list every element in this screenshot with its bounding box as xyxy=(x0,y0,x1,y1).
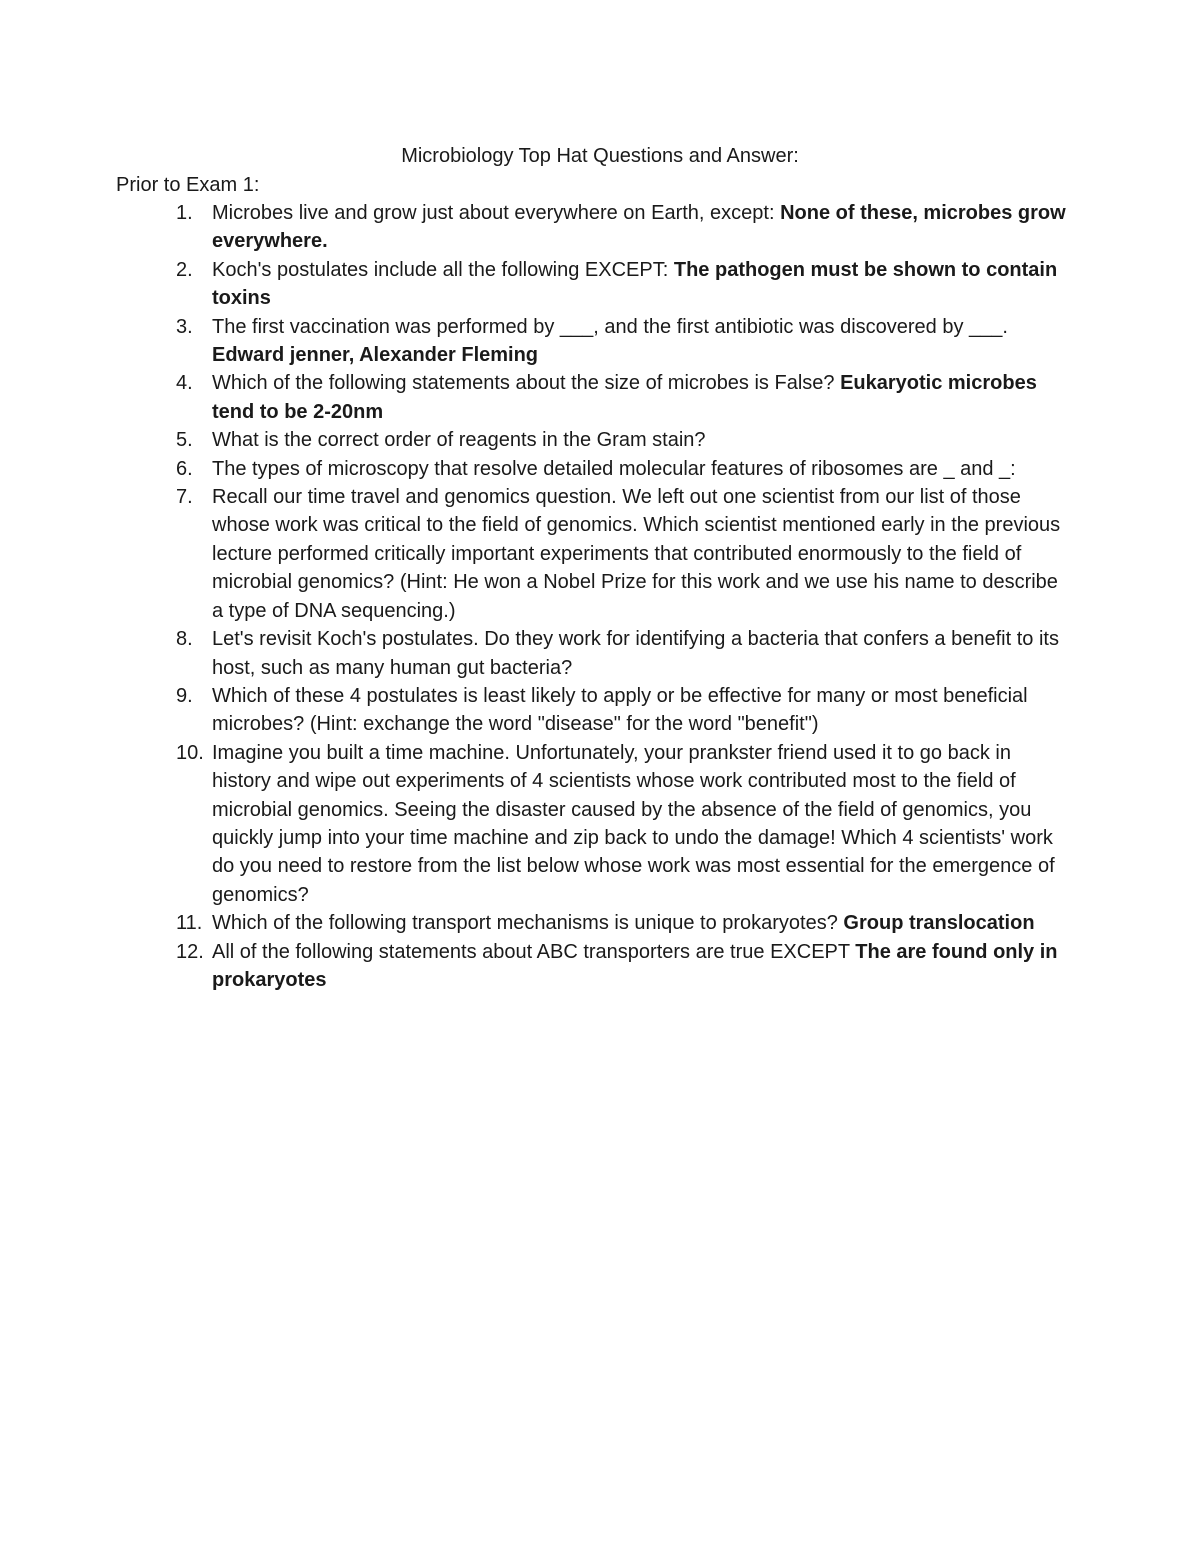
question-item xyxy=(116,369,1066,426)
question-number: 1. xyxy=(176,202,193,224)
question-text: Which of these 4 postulates is least likely to apply or be effective for many or most beneficial microbes? (Hint: exchange the word "disease" for the word "benefit") xyxy=(212,684,1028,736)
question-number: 11. xyxy=(176,912,203,935)
question-number: 3. xyxy=(176,315,193,338)
question-answer: The pathogen must be shown to contain toxins xyxy=(212,258,1058,310)
question-item xyxy=(116,426,1066,454)
question-item xyxy=(116,682,1066,739)
question-text: All of the following statements about ABC transporters are true EXCEPT xyxy=(212,940,856,963)
question-item xyxy=(116,199,1066,256)
question-text: The types of microscopy that resolve detailed molecular features of ribosomes are _ and _: xyxy=(212,457,1016,480)
question-number: 2. xyxy=(176,258,193,281)
question-item xyxy=(116,313,1066,370)
question-number: 10. xyxy=(176,741,204,764)
question-answer: None of these, microbes grow everywhere. xyxy=(212,202,1066,253)
question-number: 5. xyxy=(176,429,193,452)
question-number: 9. xyxy=(176,684,193,707)
question-item xyxy=(116,739,1066,909)
question-number: 6. xyxy=(176,457,193,480)
question-text: Recall our time travel and genomics question. We left out one scientist from our list of those whose work was critical to the field of genomics. Which scientist mentioned early in the previous lecture performed critically important experiments that contributed enormously to the field of microbial genomics? (Hint: He won a Nobel Prize for this work and we use his name to describe a type of DNA sequencing.) xyxy=(212,486,1061,622)
question-number: 8. xyxy=(176,628,193,651)
question-number: 7. xyxy=(176,486,193,509)
question-text: Let's revisit Koch's postulates. Do they work for identifying a bacteria that confers a benefit to its host, such as many human gut bacteria? xyxy=(212,628,1059,679)
question-number: 12. xyxy=(176,940,204,963)
question-answer: Group translocation xyxy=(843,912,1035,935)
question-text: Koch's postulates include all the following EXCEPT: xyxy=(212,258,674,281)
question-answer: The are found only in prokaryotes xyxy=(212,940,1058,991)
question-item xyxy=(116,256,1066,313)
question-item xyxy=(116,483,1066,625)
section-label: Prior to Exam 1: xyxy=(116,174,260,196)
question-answer: Eukaryotic microbes tend to be 2-20nm xyxy=(212,372,1037,423)
question-item xyxy=(116,938,1066,995)
question-answer: Edward jenner, Alexander Fleming xyxy=(212,344,539,367)
question-text: Which of the following statements about the size of microbes is False? xyxy=(212,372,841,395)
question-item xyxy=(116,909,1066,937)
question-text: The first vaccination was performed by ___, and the first antibiotic was discovered by ___. xyxy=(212,315,1008,338)
question-text: Imagine you built a time machine. Unfortunately, your prankster friend used it to go back in history and wipe out experiments of 4 scientists whose work contributed most to the field of microbial genomics. Seeing the disaster caused by the absence of the field of genomics, you quickly jump into your time machine and zip back to undo the damage! Which 4 scientists' work do you need to restore from the list below whose work was most essential for the emergence of genomics? xyxy=(212,741,1055,906)
question-item xyxy=(116,625,1066,682)
question-text: What is the correct order of reagents in the Gram stain? xyxy=(212,429,706,452)
question-list xyxy=(116,199,1066,994)
question-number: 4. xyxy=(176,372,193,395)
document-title: Microbiology Top Hat Questions and Answer: xyxy=(401,145,799,167)
question-item xyxy=(116,455,1066,483)
question-text: Which of the following transport mechanisms is unique to prokaryotes? xyxy=(212,912,844,935)
question-text: Microbes live and grow just about everywhere on Earth, except: xyxy=(212,202,781,224)
